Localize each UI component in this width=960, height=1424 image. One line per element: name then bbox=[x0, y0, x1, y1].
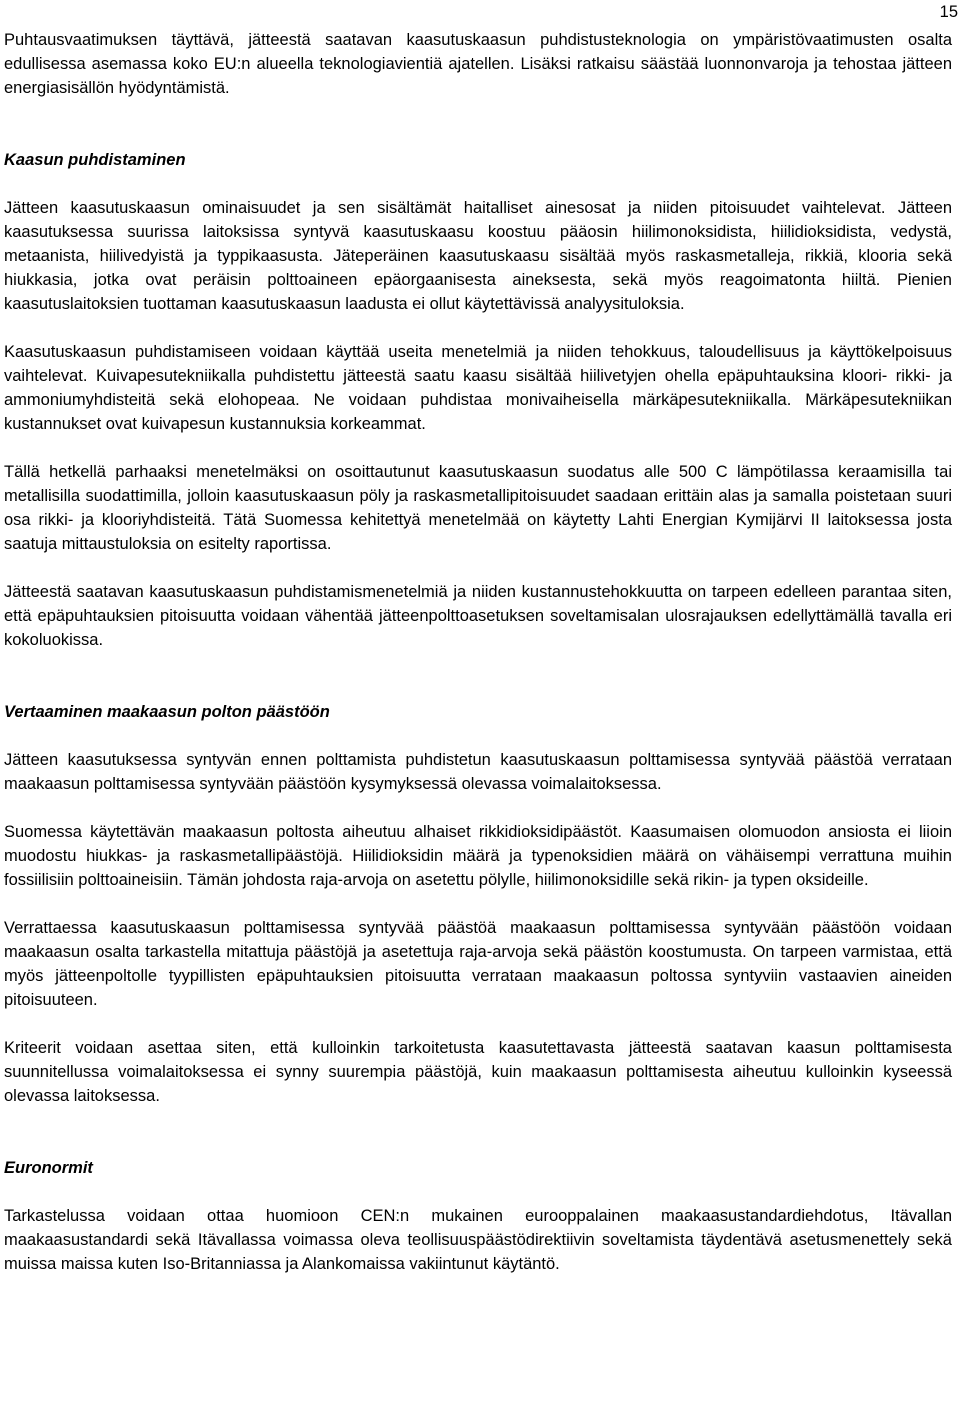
paragraph: Verrattaessa kaasutuskaasun polttamisessa syntyvää päästöä maakaasun polttamisessa syntyvään päästöön voidaan maakaasun osalta tarkastella mitattuja päästöjä ja asetettuja raja-arvoja sekä päästön koostumusta. On tarpeen varmistaa, että myös jätteenpoltolle tyypillisten epäpuhtauksien pitoisuutta verrataan maakaasun poltossa syntyviin vastaavien aineiden pitoisuuteen. bbox=[4, 919, 952, 1009]
paragraph: Kriteerit voidaan asettaa siten, että kulloinkin tarkoitetusta kaasutettavasta jätteestä saatavan kaasun polttamisesta suunnitellussa voimalaitoksessa ei synny suurempia päästöjä, kuin maakaasun polttamisesta aiheutuu kulloinkin kyseessä olevassa laitoksessa. bbox=[4, 1039, 952, 1105]
paragraph: Jätteestä saatavan kaasutuskaasun puhdistamismenetelmiä ja niiden kustannustehokkuutta on tarpeen edelleen parantaa siten, että epäpuhtauksien pitoisuutta voidaan vähentää jätteenpolttoasetuksen soveltamisalan ulosrajauksen edellyttämällä tavalla eri kokoluokissa. bbox=[4, 583, 952, 649]
intro-paragraph: Puhtausvaatimuksen täyttävä, jätteestä saatavan kaasutuskaasun puhdistusteknologia on ympäristövaatimusten osalta edullisessa asemassa koko EU:n alueella teknologiavientiä ajatellen. Lisäksi ratkaisu säästää luonnonvaroja ja tehostaa jätteen energiasisällön hyödyntämistä. bbox=[4, 31, 952, 97]
section-heading-euronorms: Euronormit bbox=[4, 1159, 93, 1177]
section-spacer bbox=[4, 676, 952, 700]
paragraph: Tarkastelussa voidaan ottaa huomioon CEN:n mukainen eurooppalainen maakaasustandardiehdotus, Itävallan maakaasustandardi sekä Itävallassa voimassa oleva teollisuuspäästödirektiivin soveltamista täydentävä asetusmenettely sekä muissa maissa kuten Iso-Britanniassa ja Alankomaissa vakiintunut käytäntö. bbox=[4, 1207, 952, 1273]
paragraph: Tällä hetkellä parhaaksi menetelmäksi on osoittautunut kaasutuskaasun suodatus alle 500 C lämpötilassa keraamisilla tai metallisilla suodattimilla, jolloin kaasutuskaasun pöly ja raskasmetallipitoisuudet saadaan erittäin alas ja samalla poistetaan suuri osa rikki- ja klooriyhdisteitä. Tätä Suomessa kehitettyä menetelmää on käytetty Lahti Energian Kymijärvi II laitoksessa josta saatuja mittaustuloksia on esitelty raportissa. bbox=[4, 463, 952, 553]
paragraph: Jätteen kaasutuskaasun ominaisuudet ja sen sisältämät haitalliset ainesosat ja niiden pitoisuudet vaihtelevat. Jätteen kaasutuksessa suurissa laitoksissa syntyvä kaasutuskaasu koostuu pääosin hiilimonoksidista, hiilidioksidista, vedystä, metaanista, hiilivedyistä ja typpikaasusta. Jäteperäinen kaasutuskaasu sisältää myös raskasmetalleja, rikkiä, klooria sekä hiukkasia, jotka ovat peräisin polttoaineen epäorgaanisesta aineksesta, sekä myös reagoimatonta hiiltä. Pienien kaasutuslaitoksien tuottaman kaasutuskaasun laadusta ei ollut käytettävissä analyysituloksia. bbox=[4, 199, 952, 313]
section-spacer bbox=[4, 124, 952, 148]
section-heading-comparison: Vertaaminen maakaasun polton päästöön bbox=[4, 703, 330, 721]
section-heading-gas-cleaning: Kaasun puhdistaminen bbox=[4, 151, 186, 169]
document-body bbox=[4, 28, 952, 1300]
section-spacer bbox=[4, 1132, 952, 1156]
page-number: 15 bbox=[939, 3, 958, 21]
paragraph: Jätteen kaasutuksessa syntyvän ennen polttamista puhdistetun kaasutuskaasun polttamisessa syntyvää päästöä verrataan maakaasun polttamisessa syntyvään päästöön kysymyksessä olevassa voimalaitoksessa. bbox=[4, 751, 952, 793]
paragraph: Suomessa käytettävän maakaasun poltosta aiheutuu alhaiset rikkidioksidipäästöt. Kaasumaisen olomuodon ansiosta ei liioin muodostu hiukkas- ja raskasmetallipäästöjä. Hiilidioksidin määrä ja typenoksidien määrä on vähäisempi verrattuna muihin fossiilisiin polttoaineisiin. Tämän johdosta raja-arvoja on asetettu pölylle, hiilimonoksidille sekä rikin- ja typen oksideille. bbox=[4, 823, 952, 889]
paragraph: Kaasutuskaasun puhdistamiseen voidaan käyttää useita menetelmiä ja niiden tehokkuus, taloudellisuus ja käyttökelpoisuus vaihtelevat. Kuivapesutekniikalla puhdistettu jätteestä saatu kaasu sisältää hiilivetyjen ohella epäpuhtauksina kloori- rikki- ja ammoniumyhdisteitä sekä elohopeaa. Ne voidaan puhdistaa monivaiheisella märkäpesutekniikalla. Märkäpesutekniikan kustannukset ovat kuivapesun kustannuksia korkeammat. bbox=[4, 343, 952, 433]
